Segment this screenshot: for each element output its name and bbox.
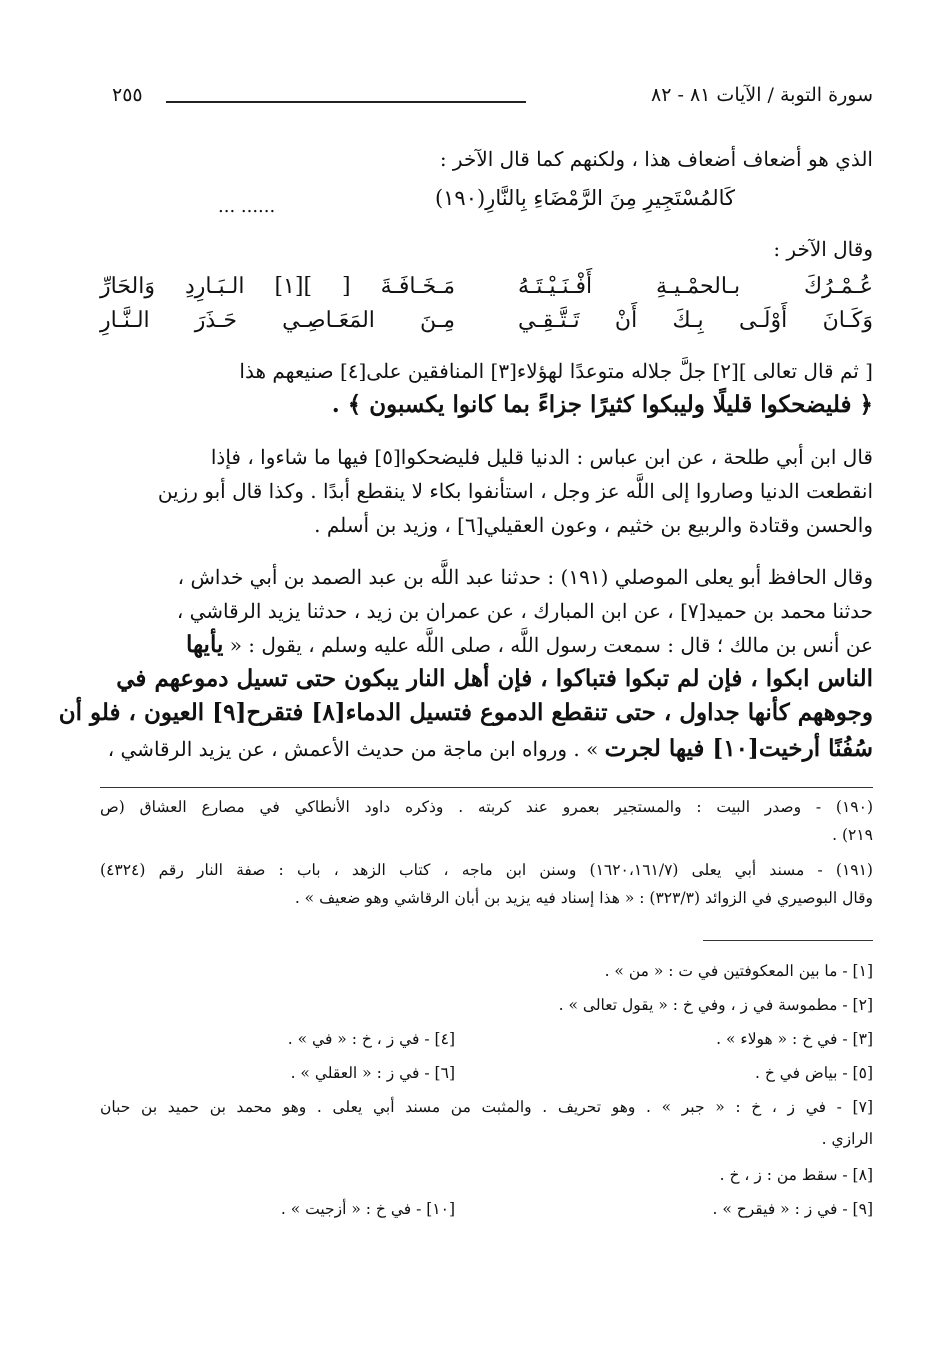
body-line: [ ثم قال تعالى ][٢] جلَّ جلاله متوعدًا لهؤلاء[٣] المنافقين على[٤] صنيعهم هذا <box>239 359 873 383</box>
verse-quote: كَالمُسْتَجِيرِ مِنَ الرَّمْضَاءِ بِالنَّارِ(١٩٠) <box>434 186 735 210</box>
variant-note: [٤] - في ز ، خ : « في » . <box>287 1030 455 1048</box>
running-header-title: سورة التوبة / الآيات ٨١ - ٨٢ <box>651 84 873 106</box>
variant-note: [٢] - مطموسة في ز ، وفي خ : « يقول تعالى » . <box>558 996 873 1014</box>
verse-ellipsis: ... ...... <box>218 196 276 217</box>
footnote-190 <box>100 793 873 849</box>
poem-verse-1 <box>100 274 873 312</box>
body-line <box>100 732 873 766</box>
notes-separator <box>703 940 873 941</box>
variant-note: [٨] - سقط من : ز ، خ . <box>719 1166 873 1184</box>
variant-note: [٦] - في ز : « العقلي » . <box>290 1064 455 1082</box>
variant-note: [١٠] - في خ : « أزجيت » . <box>280 1200 455 1218</box>
poem-verse-2 <box>100 308 873 346</box>
body-line: وقال الحافظ أبو يعلى الموصلي (١٩١) : حدثنا عبد اللَّه بن عبد الصمد بن أبي خداش ، <box>177 565 873 589</box>
variant-note: [١] - ما بين المعكوفتين في ت : « من » . <box>604 962 873 980</box>
hadith-text: سُفُنًا أرخيت[١٠] فيها لجرت <box>604 735 873 762</box>
footnote-191 <box>100 856 873 912</box>
body-line: والحسن وقتادة والربيع بن خثيم ، وعون العقيلي[٦] ، وزيد بن أسلم . <box>314 513 873 537</box>
footnote-line: ٢١٩) . <box>832 826 873 844</box>
poem-hemistich-left: مِـنَ المَعَـاصِـي حَـذَرَ الـنَّـارِ <box>100 308 455 333</box>
body-text-plain: عن أنس بن مالك ؛ قال : سمعت رسول اللَّه ، صلى اللَّه عليه وسلم ، يقول : « <box>223 633 873 657</box>
variant-note: [٥] - بياض في خ . <box>754 1064 873 1082</box>
variant-note: [٣] - في خ : « هولاء » . <box>716 1030 873 1048</box>
poem-hemistich-right: وَكَـانَ أَوْلَـى بِـكَ أَنْ تَـتَّـقِـي <box>518 308 873 333</box>
footnote-line: (١٩٠) - وصدر البيت : والمستجير بعمرو عند كربته . وذكره داود الأنطاكي في مصارع العشاق (ص <box>100 798 873 816</box>
page-number: ٢٥٥ <box>112 84 143 106</box>
body-line <box>100 628 873 662</box>
body-line: الذي هو أضعاف أضعاف هذا ، ولكنهم كما قال الآخر : <box>439 147 873 171</box>
hadith-text: يأيها <box>185 631 224 658</box>
body-line: وقال الآخر : <box>773 237 873 261</box>
hadith-text: الناس ابكوا ، فإن لم تبكوا فتباكوا ، فإن أهل النار يبكون حتى تسيل دموعهم في <box>116 665 873 692</box>
poem-hemistich-left: مَـخَـافَـةَ [ ][١] الـبَـارِدِ وَالحَارِّ <box>100 274 455 299</box>
poem-hemistich-right: عُـمْـرُكَ بـالحمْـيـةِ أَفْـنَـيْـتَـهُ <box>518 274 873 299</box>
variant-note: الرازي . <box>821 1130 873 1148</box>
quran-verse: ﴿ فليضحكوا قليلًا وليبكوا كثيرًا جزاءً بما كانوا يكسبون ﴾ . <box>331 391 873 418</box>
footnote-separator <box>100 787 873 788</box>
body-line: قال ابن أبي طلحة ، عن ابن عباس : الدنيا قليل فليضحكوا[٥] فيها ما شاءوا ، فإذا <box>210 445 873 469</box>
footnote-line: وقال البوصيري في الزوائد (٣٢٣/٣) : « هذا إسناد فيه يزيد بن أبان الرقاشي وهو ضعيف » . <box>294 889 873 907</box>
body-line: انقطعت الدنيا وصاروا إلى اللَّه عز وجل ، استأنفوا بكاء لا ينقطع أبدًا . وكذا قال أبو رزين <box>157 479 873 503</box>
footnote-line: (١٩١) - مسند أبي يعلى (١٦٢٠،١٦١/٧) وسنن ابن ماجه ، كتاب الزهد ، باب : صفة النار رقم (٤٣٢٤) <box>100 861 873 879</box>
header-rule <box>166 101 526 103</box>
variant-note: [٧] - في ز ، خ : « جبر » . وهو تحريف . والمثبت من مسند أبي يعلى . وهو محمد بن حميد بن حبان <box>100 1098 873 1116</box>
variant-note: [٩] - في ز : « فيقرح » . <box>712 1200 873 1218</box>
hadith-text: وجوههم كأنها جداول ، حتى تنقطع الدموع فتسيل الدماء[٨] فتقرح[٩] العيون ، فلو أن <box>58 699 873 726</box>
body-line: حدثنا محمد بن حميد[٧] ، عن ابن المبارك ، عن عمران بن زيد ، حدثنا يزيد الرقاشي ، <box>176 599 873 623</box>
body-text-plain: » . ورواه ابن ماجة من حديث الأعمش ، عن يزيد الرقاشي ، <box>107 737 605 761</box>
